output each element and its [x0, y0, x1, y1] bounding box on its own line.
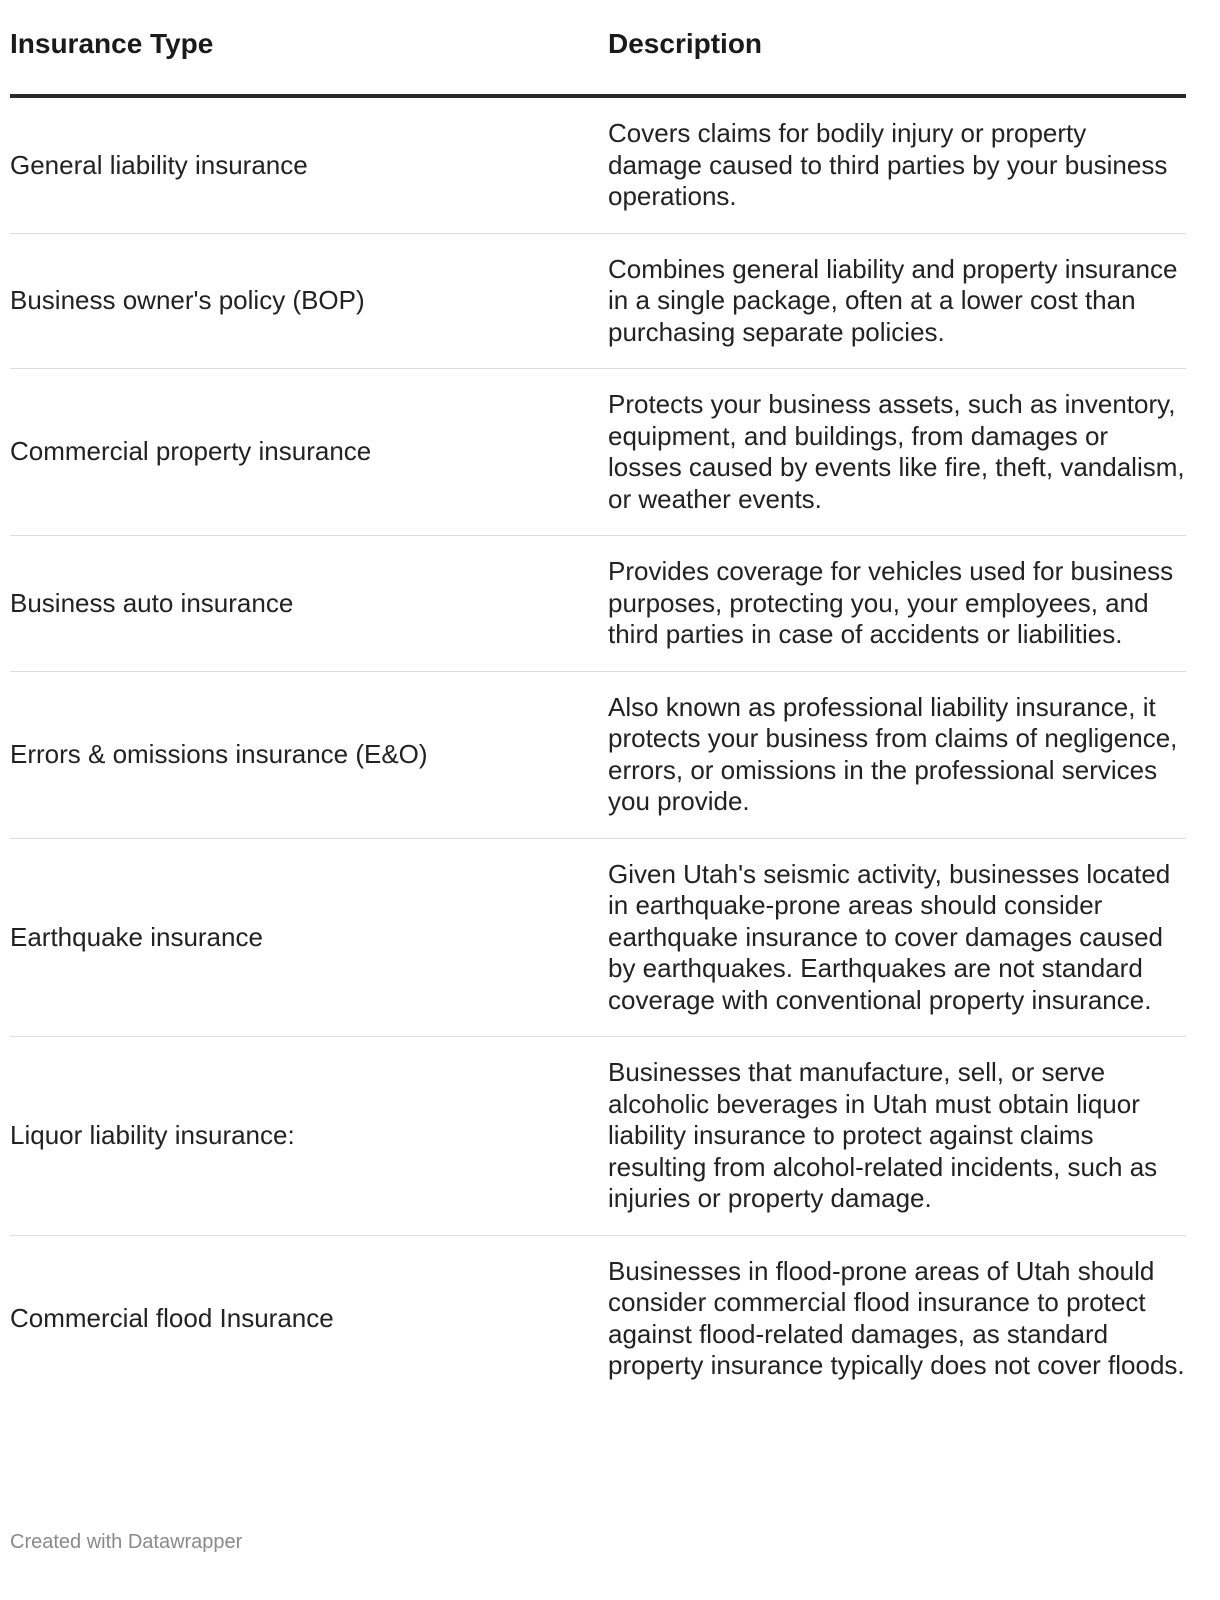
insurance-type-cell: Liquor liability insurance: [10, 1037, 608, 1236]
insurance-type-cell: Business auto insurance [10, 536, 608, 672]
insurance-type-cell: Commercial property insurance [10, 369, 608, 536]
description-cell: Businesses in flood-prone areas of Utah should consider commercial flood insurance to protect against flood-related damages, as standard property insurance typically does not cover floods. [608, 1255, 1185, 1380]
description-cell: Covers claims for bodily injury or property damage caused to third parties by your business operations. [608, 96, 1186, 233]
insurance-type-cell: Earthquake insurance [10, 838, 608, 1037]
insurance-type-cell: Commercial flood Insurance [10, 1302, 334, 1333]
description-cell: Provides coverage for vehicles used for business purposes, protecting you, your employees, and third parties in case of accidents or liabilities. [608, 536, 1186, 672]
header-row [10, 0, 1186, 96]
table-row [10, 838, 1186, 1037]
datawrapper-credit: Created with Datawrapper [10, 1531, 243, 1553]
table-header [10, 0, 1186, 96]
description-cell: Combines general liability and property insurance in a single package, often at a lower cost than purchasing separate policies. [608, 233, 1186, 369]
table-row [10, 96, 1186, 233]
table-row [10, 671, 1186, 838]
insurance-type-cell: General liability insurance [10, 96, 608, 233]
table-body [10, 96, 1186, 1402]
description-cell: Businesses that manufacture, sell, or serve alcoholic beverages in Utah must obtain liquor liability insurance to protect against claims resulting from alcohol-related incidents, such as injuries or property damage. [608, 1037, 1186, 1236]
table-row [10, 1037, 1186, 1236]
table-row [10, 1235, 1186, 1402]
table-row [10, 536, 1186, 672]
insurance-table [10, 0, 1186, 1402]
insurance-type-cell: Business owner's policy (BOP) [10, 233, 608, 369]
header-description: Description [608, 0, 1186, 96]
table-row [10, 369, 1186, 536]
table-row [10, 233, 1186, 369]
description-cell: Protects your business assets, such as inventory, equipment, and buildings, from damages or losses caused by events like fire, theft, vandalism, or weather events. [608, 369, 1186, 536]
header-insurance-type: Insurance Type [10, 0, 608, 96]
description-cell: Given Utah's seismic activity, businesses located in earthquake-prone areas should consider earthquake insurance to cover damages caused by earthquakes. Earthquakes are not standard coverage with conventional property insurance. [608, 838, 1186, 1037]
insurance-table-container [10, 0, 1186, 1402]
insurance-type-cell: Errors & omissions insurance (E&O) [10, 671, 608, 838]
description-cell: Also known as professional liability insurance, it protects your business from claims of negligence, errors, or omissions in the professional services you provide. [608, 671, 1186, 838]
